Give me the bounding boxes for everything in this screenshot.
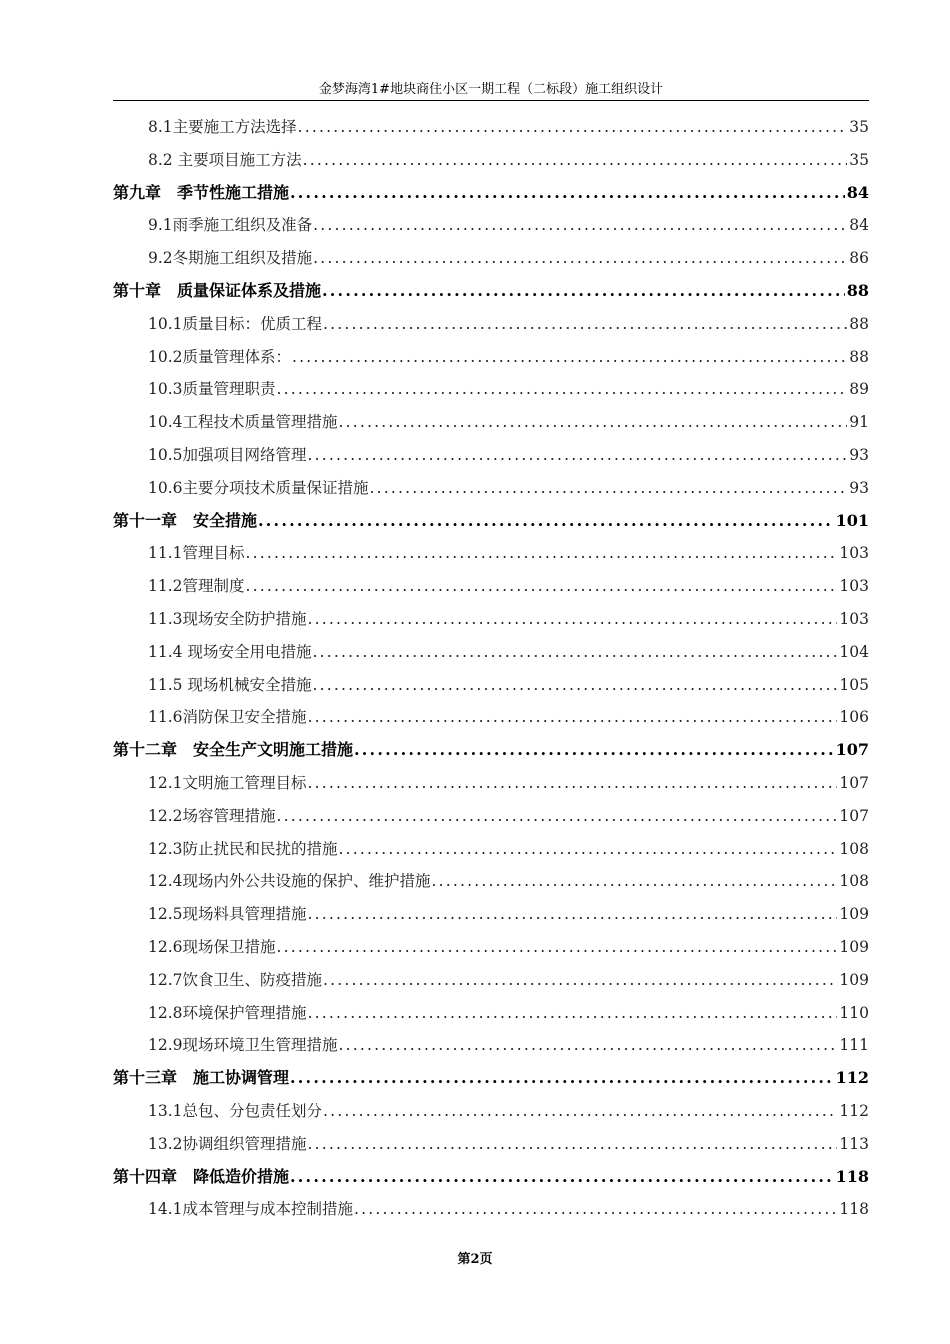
toc-dot-leader [290,1161,834,1194]
toc-dot-leader [290,1062,834,1095]
toc-dot-leader [323,1095,837,1128]
toc-chapter-entry[interactable] [113,177,869,210]
toc-dot-leader [308,767,838,800]
toc-entry-page: 86 [849,249,869,268]
toc-entry-page: 106 [839,708,869,727]
toc-dot-leader [258,505,834,538]
toc-entry-title: 12.1文明施工管理目标 [148,773,307,792]
toc-entry-title: 12.7饮食卫生、防疫措施 [148,970,323,989]
toc-entry-title: 第十章 质量保证体系及措施 [113,280,322,300]
toc-entry-page: 101 [835,510,869,530]
toc-dot-leader [308,603,838,636]
toc-section-entry[interactable] [113,997,869,1030]
toc-chapter-entry[interactable] [113,275,869,308]
toc-section-entry[interactable] [113,111,869,144]
toc-entry-page: 88 [849,314,869,333]
toc-entry-page: 84 [846,182,869,202]
toc-section-entry[interactable] [113,767,869,800]
toc-section-entry[interactable] [113,242,869,275]
toc-entry-page: 108 [839,839,869,858]
toc-entry-page: 118 [839,1200,869,1219]
toc-entry-page: 109 [839,937,869,956]
toc-entry-title: 14.1成本管理与成本控制措施 [148,1200,354,1219]
toc-section-entry[interactable] [113,570,869,603]
toc-entry-page: 35 [849,150,869,169]
toc-dot-leader [308,898,838,931]
toc-section-entry[interactable] [113,701,869,734]
toc-entry-title: 11.3现场安全防护措施 [148,609,307,628]
toc-entry-page: 93 [849,445,869,464]
toc-section-entry[interactable] [113,669,869,702]
toc-dot-leader [313,209,847,242]
toc-entry-page: 109 [839,970,869,989]
toc-entry-title: 10.5加强项目网络管理 [148,445,307,464]
toc-section-entry[interactable] [113,341,869,374]
toc-dot-leader [354,1193,837,1226]
toc-dot-leader [308,997,838,1030]
toc-entry-title: 13.2协调组织管理措施 [148,1134,307,1153]
toc-entry-page: 112 [835,1068,869,1088]
toc-entry-title: 12.2场容管理措施 [148,806,276,825]
toc-section-entry[interactable] [113,800,869,833]
toc-entry-title: 12.9现场环境卫生管理措施 [148,1036,338,1055]
toc-entry-page: 108 [839,872,869,891]
toc-entry-page: 112 [839,1101,869,1120]
toc-entry-page: 104 [839,642,869,661]
toc-dot-leader [354,734,834,767]
toc-section-entry[interactable] [113,1095,869,1128]
toc-section-entry[interactable] [113,931,869,964]
table-of-contents [113,111,869,1226]
toc-entry-title: 10.2质量管理体系： [148,347,292,366]
toc-section-entry[interactable] [113,406,869,439]
toc-entry-title: 11.5 现场机械安全措施 [148,675,312,694]
toc-entry-title: 第十一章 安全措施 [113,510,258,530]
toc-dot-leader [308,439,848,472]
toc-dot-leader [246,570,838,603]
toc-entry-title: 10.4工程技术质量管理措施 [148,413,338,432]
toc-chapter-entry[interactable] [113,505,869,538]
toc-chapter-entry[interactable] [113,734,869,767]
toc-section-entry[interactable] [113,1029,869,1062]
toc-section-entry[interactable] [113,472,869,505]
page-number: 第2页 [457,1252,493,1267]
toc-entry-title: 10.1质量目标：优质工程 [148,314,323,333]
toc-section-entry[interactable] [113,898,869,931]
toc-dot-leader [312,636,837,669]
toc-entry-page: 105 [839,675,869,694]
toc-dot-leader [432,865,838,898]
toc-entry-page: 110 [839,1003,869,1022]
toc-entry-page: 35 [849,118,869,136]
toc-entry-page: 93 [849,478,869,497]
toc-section-entry[interactable] [113,439,869,472]
toc-entry-page: 111 [839,1036,869,1055]
page-footer [0,1248,950,1267]
toc-entry-page: 118 [835,1166,869,1186]
toc-entry-page: 103 [839,609,869,628]
toc-dot-leader [313,242,847,275]
toc-dot-leader [322,275,845,308]
toc-entry-page: 91 [849,413,869,432]
toc-entry-title: 8.2 主要项目施工方法 [148,150,302,169]
toc-entry-title: 12.8环境保护管理措施 [148,1003,307,1022]
toc-section-entry[interactable] [113,603,869,636]
toc-chapter-entry[interactable] [113,1161,869,1194]
toc-entry-title: 12.3防止扰民和民扰的措施 [148,839,338,858]
toc-entry-title: 11.6消防保卫安全措施 [148,708,307,727]
toc-entry-page: 89 [849,380,869,399]
toc-entry-title: 10.6主要分项技术质量保证措施 [148,478,369,497]
toc-dot-leader [323,308,847,341]
toc-dot-leader [339,1029,838,1062]
toc-entry-title: 8.1主要施工方法选择 [148,118,297,136]
toc-dot-leader [308,1128,838,1161]
toc-entry-page: 107 [835,740,869,760]
toc-dot-leader [246,537,838,570]
toc-section-entry[interactable] [113,1128,869,1161]
toc-section-entry[interactable] [113,308,869,341]
toc-entry-page: 88 [846,280,869,300]
toc-entry-page: 107 [839,773,869,792]
toc-entry-title: 第十三章 施工协调管理 [113,1068,290,1088]
toc-entry-page: 103 [839,544,869,563]
toc-dot-leader [298,111,848,144]
toc-dot-leader [290,177,845,210]
toc-section-entry[interactable] [113,833,869,866]
toc-entry-title: 10.3质量管理职责 [148,380,276,399]
toc-entry-page: 88 [849,347,869,366]
toc-dot-leader [323,964,837,997]
toc-dot-leader [277,373,848,406]
toc-dot-leader [277,931,838,964]
toc-entry-title: 12.6现场保卫措施 [148,937,276,956]
toc-section-entry[interactable] [113,144,869,177]
toc-section-entry[interactable] [113,1193,869,1226]
toc-entry-title: 9.2冬期施工组织及措施 [148,249,313,268]
toc-entry-title: 第十二章 安全生产文明施工措施 [113,740,354,760]
toc-entry-title: 12.4现场内外公共设施的保护、维护措施 [148,872,431,891]
toc-entry-title: 13.1总包、分包责任划分 [148,1101,323,1120]
toc-entry-page: 109 [839,905,869,924]
toc-entry-title: 11.2管理制度 [148,577,245,596]
toc-entry-title: 9.1雨季施工组织及准备 [148,216,313,235]
toc-entry-page: 113 [839,1134,869,1153]
toc-dot-leader [277,800,838,833]
toc-entry-title: 11.1管理目标 [148,544,245,563]
toc-entry-title: 第十四章 降低造价措施 [113,1166,290,1186]
toc-entry-title: 12.5现场料具管理措施 [148,905,307,924]
toc-entry-title: 第九章 季节性施工措施 [113,182,290,202]
toc-dot-leader [312,669,837,702]
toc-dot-leader [370,472,848,505]
toc-dot-leader [339,833,838,866]
toc-entry-page: 107 [839,806,869,825]
toc-entry-page: 103 [839,577,869,596]
toc-section-entry[interactable] [113,636,869,669]
toc-dot-leader [339,406,848,439]
toc-dot-leader [303,144,848,177]
toc-dot-leader [308,701,838,734]
toc-section-entry[interactable] [113,537,869,570]
toc-chapter-entry[interactable] [113,1062,869,1095]
toc-entry-title: 11.4 现场安全用电措施 [148,642,312,661]
document-title: 金梦海湾1#地块商住小区一期工程（二标段）施工组织设计 [318,82,664,97]
toc-section-entry[interactable] [113,865,869,898]
toc-section-entry[interactable] [113,964,869,997]
toc-dot-leader [292,341,847,374]
toc-section-entry[interactable] [113,209,869,242]
toc-entry-page: 84 [849,216,869,235]
page-header [113,80,869,101]
toc-section-entry[interactable] [113,373,869,406]
